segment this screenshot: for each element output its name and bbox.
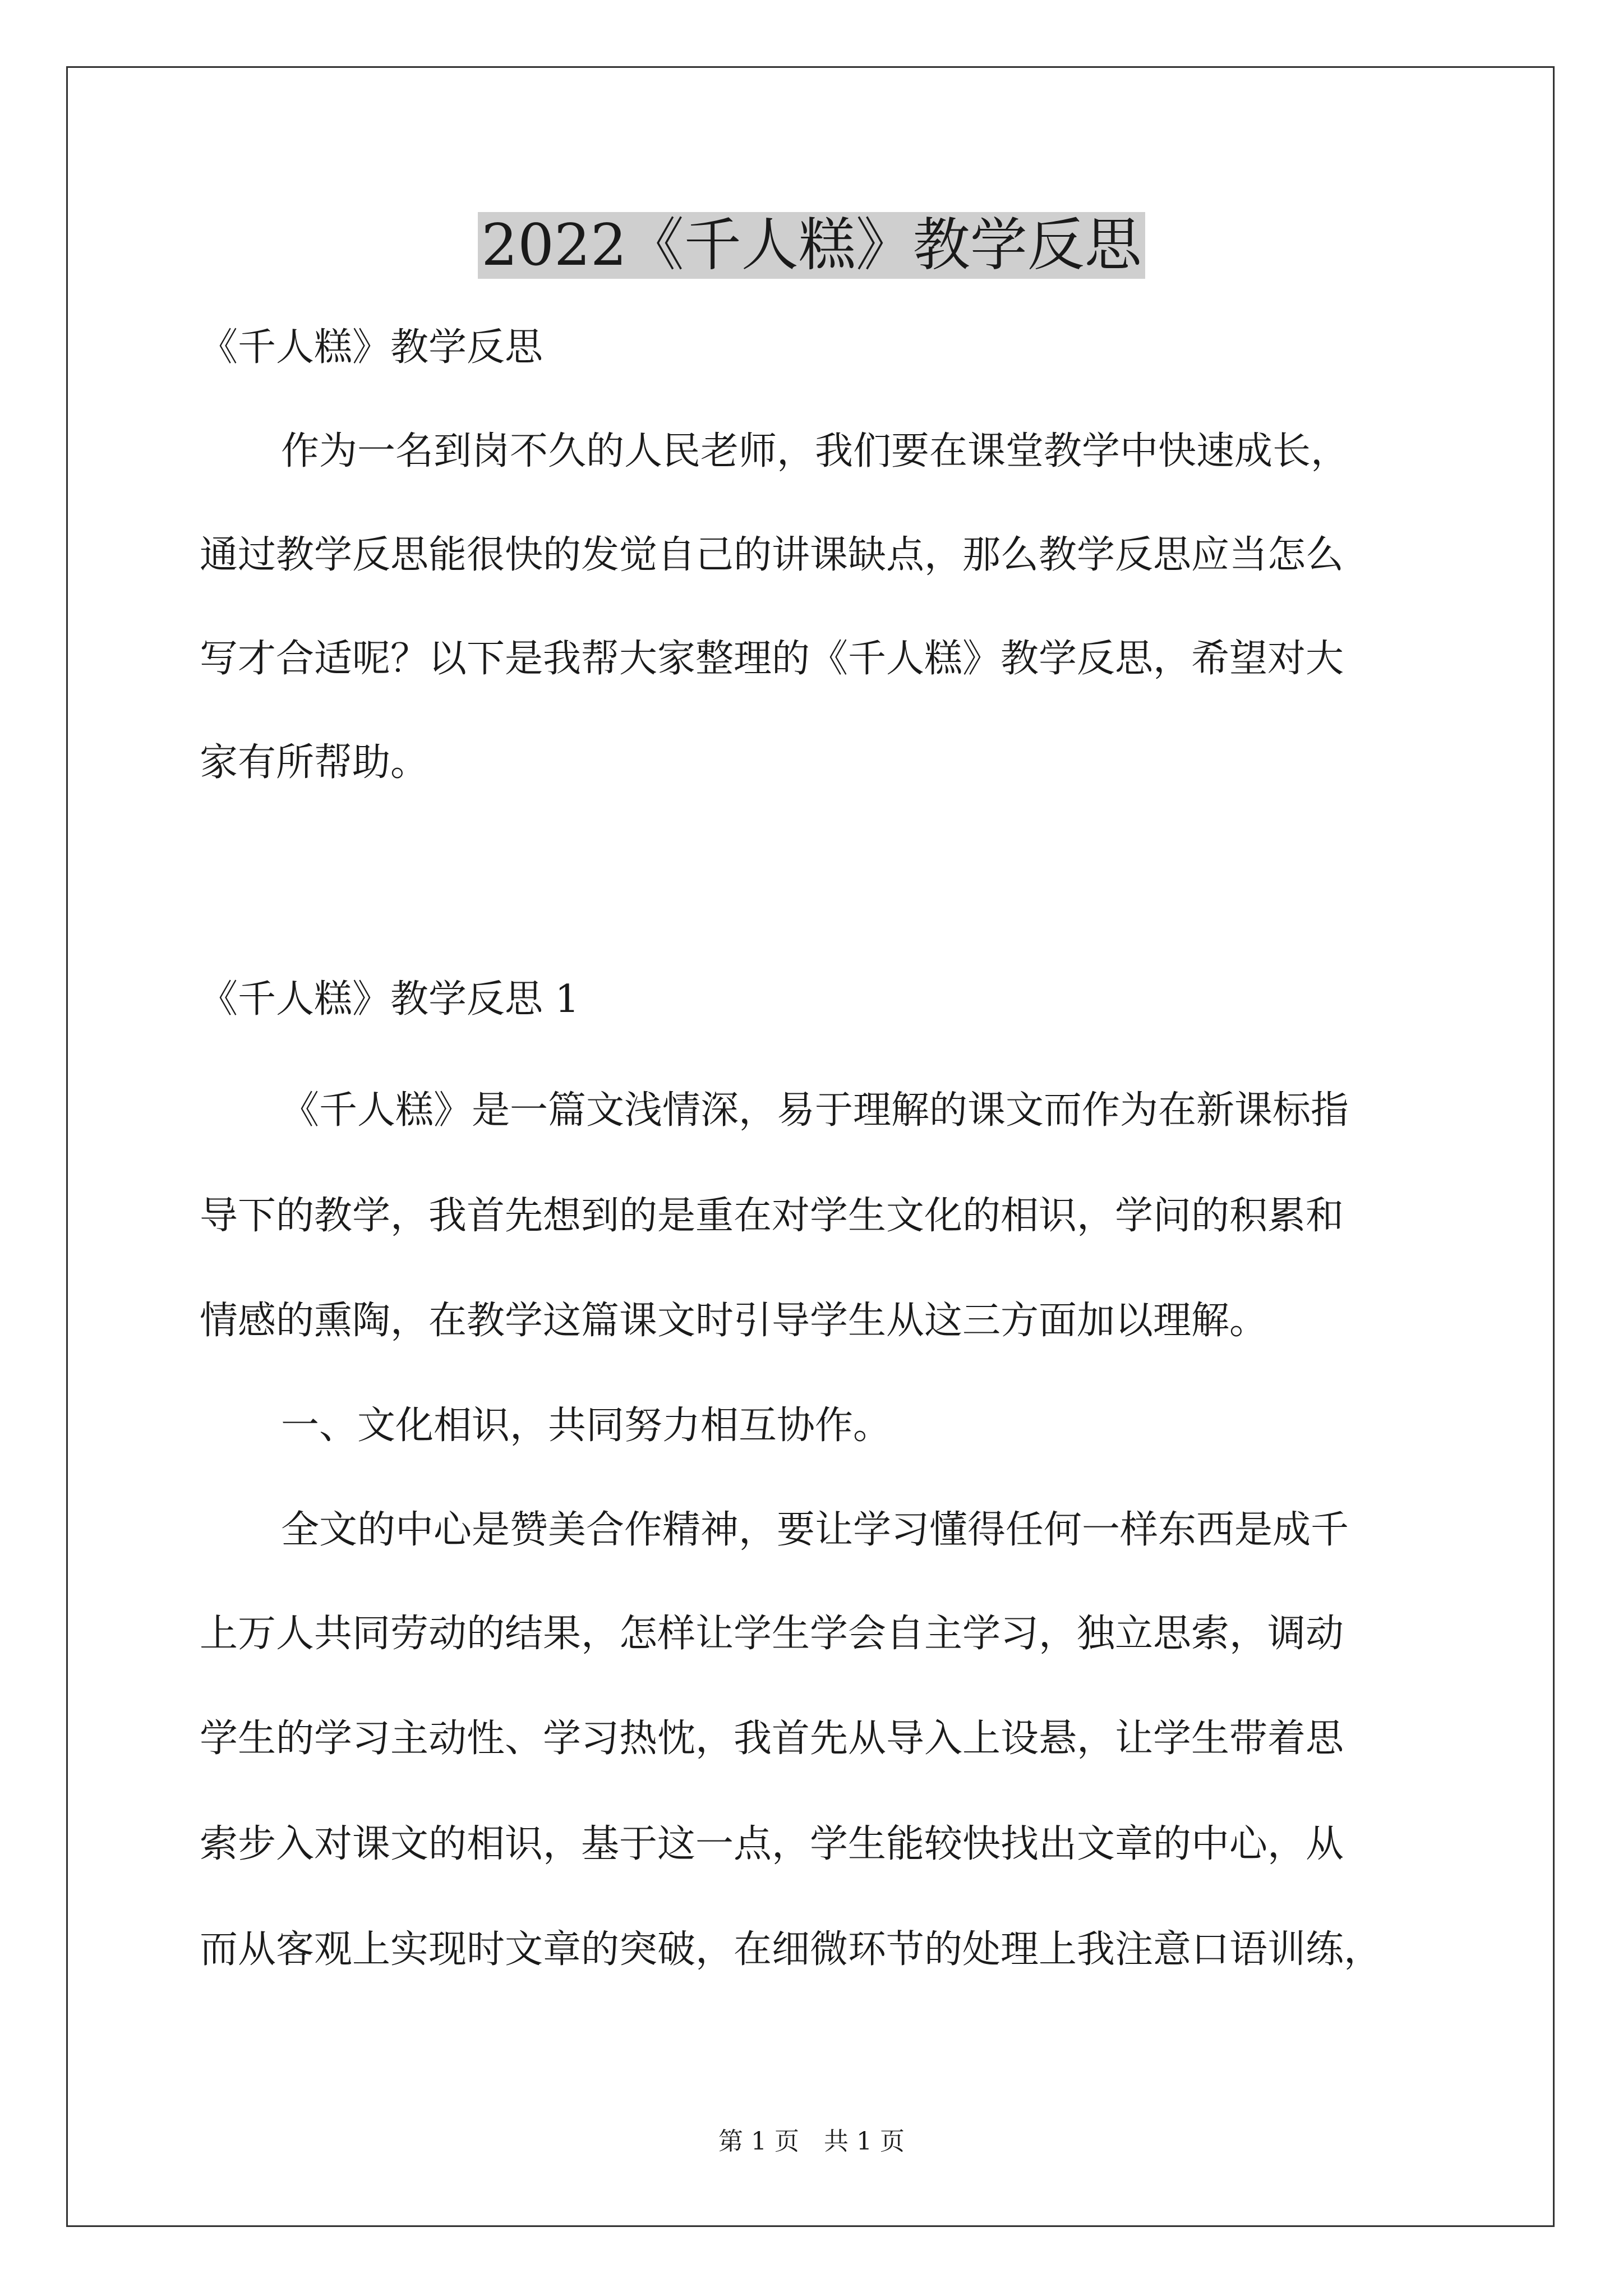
page-footer: 第 1 页 共 1 页 <box>718 2127 905 2156</box>
paragraph-line: 而从客观上实现时文章的突破，在细微环节的处理上我注意口语训练， <box>200 1927 1382 1972</box>
paragraph-line: 索步入对课文的相识，基于这一点，学生能较快找出文章的中心，从 <box>200 1822 1344 1866</box>
intro-line: 家有所帮助。 <box>200 740 429 785</box>
document-title <box>0 206 1623 285</box>
intro-line: 通过教学反思能很快的发觉自己的讲课缺点，那么教学反思应当怎么 <box>200 533 1344 577</box>
intro-line: 作为一名到岗不久的人民老师，我们要在课堂教学中快速成长， <box>281 429 1349 473</box>
paragraph-line: 情感的熏陶，在教学这篇课文时引导学生从这三方面加以理解。 <box>200 1299 1268 1343</box>
point-heading: 一、文化相识，共同努力相互协作。 <box>281 1404 892 1448</box>
paragraph-line: 全文的中心是赞美合作精神，要让学习懂得任何一样东西是成千 <box>281 1508 1349 1552</box>
section-heading: 《千人糕》教学反思 1 <box>200 977 579 1022</box>
paragraph-line: 学生的学习主动性、学习热忱，我首先从导入上设悬，让学生带着思 <box>200 1717 1344 1761</box>
paragraph-line: 上万人共同劳动的结果，怎样让学生学会自主学习，独立思索，调动 <box>200 1612 1344 1656</box>
paragraph-line: 《千人糕》是一篇文浅情深，易于理解的课文而作为在新课标指 <box>281 1088 1349 1133</box>
document-title-text: 2022《千人糕》教学反思 <box>478 212 1145 279</box>
paragraph-line: 导下的教学，我首先想到的是重在对学生文化的相识，学问的积累和 <box>200 1194 1344 1238</box>
intro-line: 写才合适呢？以下是我帮大家整理的《千人糕》教学反思，希望对大 <box>200 637 1344 681</box>
page-border <box>66 66 1555 2227</box>
subheading: 《千人糕》教学反思 <box>200 325 543 370</box>
